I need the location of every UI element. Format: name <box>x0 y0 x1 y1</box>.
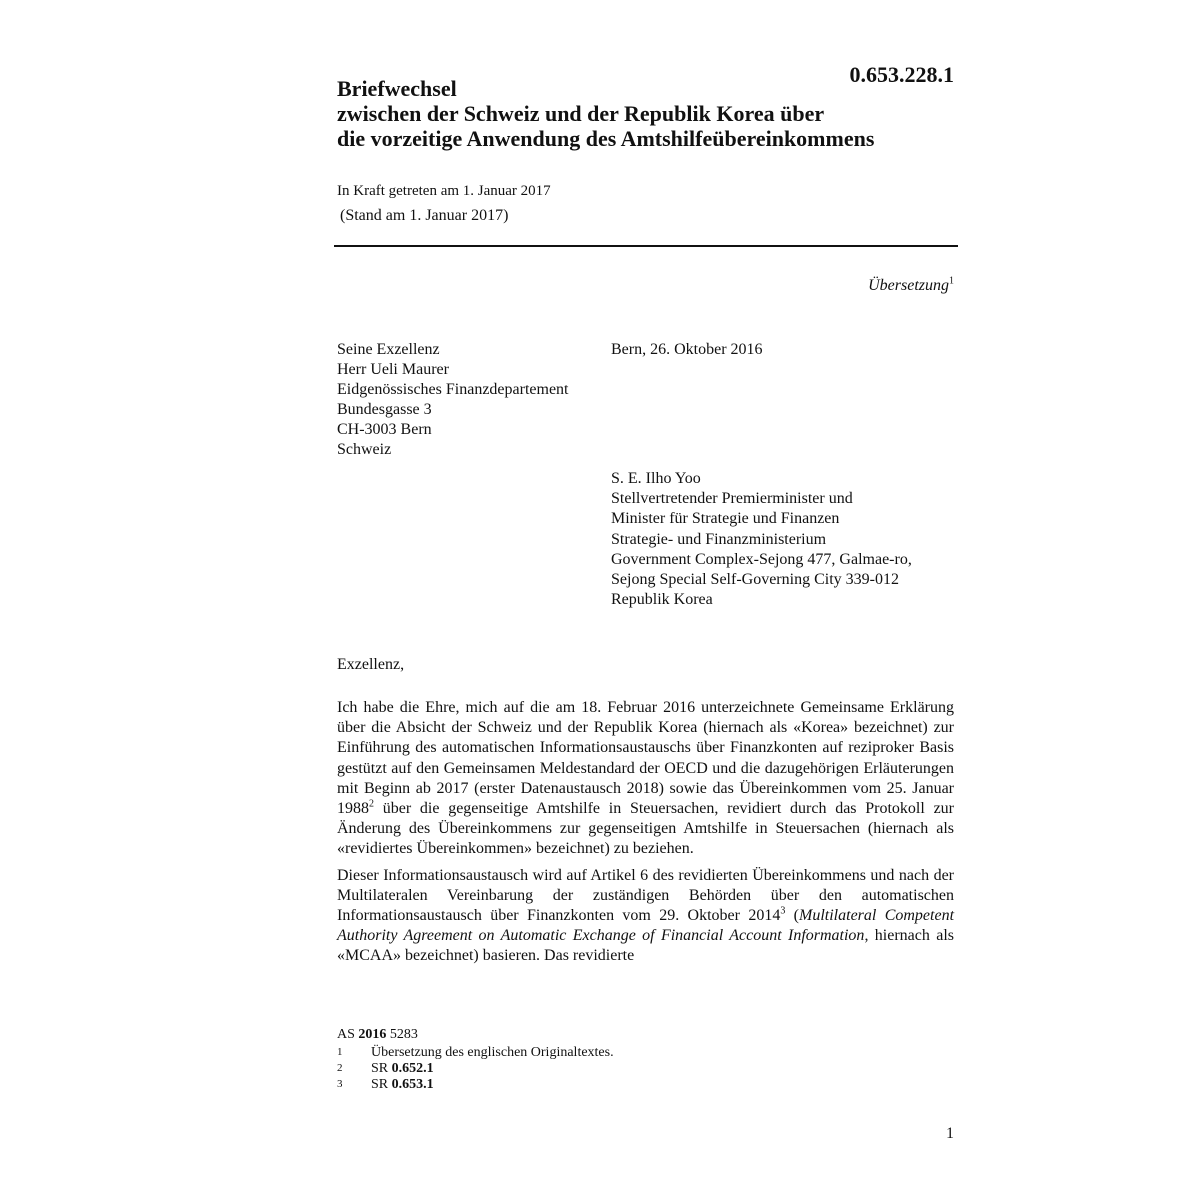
page-number: 1 <box>946 1125 954 1142</box>
document-title <box>337 76 957 151</box>
paragraph-text: Ich habe die Ehre, mich auf die am 18. Februar 2016 unterzeichnete Gemeinsame Erklärung über die Absicht der Schweiz und der Republik Korea (hiernach als «Korea» bezeichnet) zur Einführung des automatischen Informationsaustauschs über Finanzkonten auf reziproker Basis gestützt auf den Gemeinsamen Meldestandard der OECD und die dazugehörigen Erläuterungen mit Beginn ab 2017 (erster Datenaustausch 2018) sowie das Übereinkommen vom 25. Januar 1988 <box>337 699 954 818</box>
footnote <box>337 1045 614 1061</box>
sr-number: 0.653.228.1 <box>849 62 954 87</box>
footnote-text: Übersetzung des englischen Originaltextes. <box>371 1045 614 1060</box>
address-line: Herr Ueli Maurer <box>337 361 449 378</box>
title-line: Briefwechsel <box>337 76 457 101</box>
footnote-number: 2 <box>337 1062 343 1074</box>
address-line: CH-3003 Bern <box>337 421 432 438</box>
footnote-number: 1 <box>337 1046 343 1058</box>
address-line: Government Complex-Sejong 477, Galmae-ro, <box>611 550 912 568</box>
agreement-title: Multilateral Competent Authority Agreement on Automatic Exchange of Financial Account Information <box>337 907 955 945</box>
address-line: Stellvertretender Premierminister und <box>611 490 853 508</box>
as-year: 2016 <box>358 1027 387 1042</box>
footnote-ref: 3 <box>780 905 786 917</box>
sr-prefix: SR <box>371 1077 392 1092</box>
address-line: S. E. Ilho Yoo <box>611 470 701 487</box>
status-date: (Stand am 1. Januar 2017) <box>340 207 509 224</box>
address-line: Schweiz <box>337 441 392 458</box>
recipient-address <box>337 340 569 460</box>
footnote-ref: 2 <box>369 798 374 810</box>
sr-ref: 0.652.1 <box>391 1061 434 1076</box>
footnote <box>337 1077 614 1093</box>
address-line: Eidgenössisches Finanzdepartement <box>337 381 569 398</box>
address-line: Bundesgasse 3 <box>337 401 432 418</box>
paragraph-text: Dieser Informationsaustausch wird auf Artikel 6 des revidierten Übereinkommens und nach der Multilateralen Vereinbarung der zuständigen Behörden über den automatischen Informationsaustausch über Finanzkonten vom 29. Oktober 2014 <box>337 866 954 925</box>
translation-note-label: Übersetzung <box>868 277 949 294</box>
body-paragraph <box>337 866 954 967</box>
body-paragraph <box>337 698 954 860</box>
as-page: 5283 <box>389 1027 418 1042</box>
address-line: Strategie- und Finanzministerium <box>611 530 827 548</box>
paragraph-text: über die gegenseitige Amtshilfe in Steuersachen, revidiert durch das Protokoll zur Änderung des Übereinkommens zur gegenseitigen Amtshilfe in Steuersachen (hiernach als «revidiertes Übereinkommen» bezeichnet) zu beziehen. <box>337 800 954 858</box>
title-line: zwischen der Schweiz und der Republik Korea über <box>337 101 825 126</box>
footnote-ref: 1 <box>949 275 954 287</box>
address-line: Sejong Special Self-Governing City 339-012 <box>611 571 899 589</box>
place-date: Bern, 26. Oktober 2016 <box>611 341 763 358</box>
title-line: die vorzeitige Anwendung des Amtshilfeübereinkommens <box>337 126 875 151</box>
letter-body <box>337 698 954 973</box>
sr-ref: 0.653.1 <box>391 1077 434 1092</box>
footnote-text <box>371 1061 434 1077</box>
address-line: Republik Korea <box>611 591 713 609</box>
as-prefix: AS <box>337 1027 355 1042</box>
footnote-text <box>371 1077 434 1093</box>
header-divider <box>334 245 958 247</box>
footnote-number: 3 <box>337 1078 343 1090</box>
footnotes <box>337 1027 614 1093</box>
sender-address <box>611 469 912 610</box>
address-line: Minister für Strategie und Finanzen <box>611 510 840 528</box>
salutation: Exzellenz, <box>337 656 405 673</box>
paragraph-text: ( <box>785 907 800 925</box>
in-force-date: In Kraft getreten am 1. Januar 2017 <box>337 183 551 199</box>
paragraph-text: , hiernach als «MCAA» bezeichnet) basieren. Das revidierte <box>337 927 954 965</box>
translation-note <box>700 276 954 296</box>
official-collection-ref <box>337 1027 614 1043</box>
sr-prefix: SR <box>371 1061 392 1076</box>
address-line: Seine Exzellenz <box>337 341 440 358</box>
footnote <box>337 1061 614 1077</box>
